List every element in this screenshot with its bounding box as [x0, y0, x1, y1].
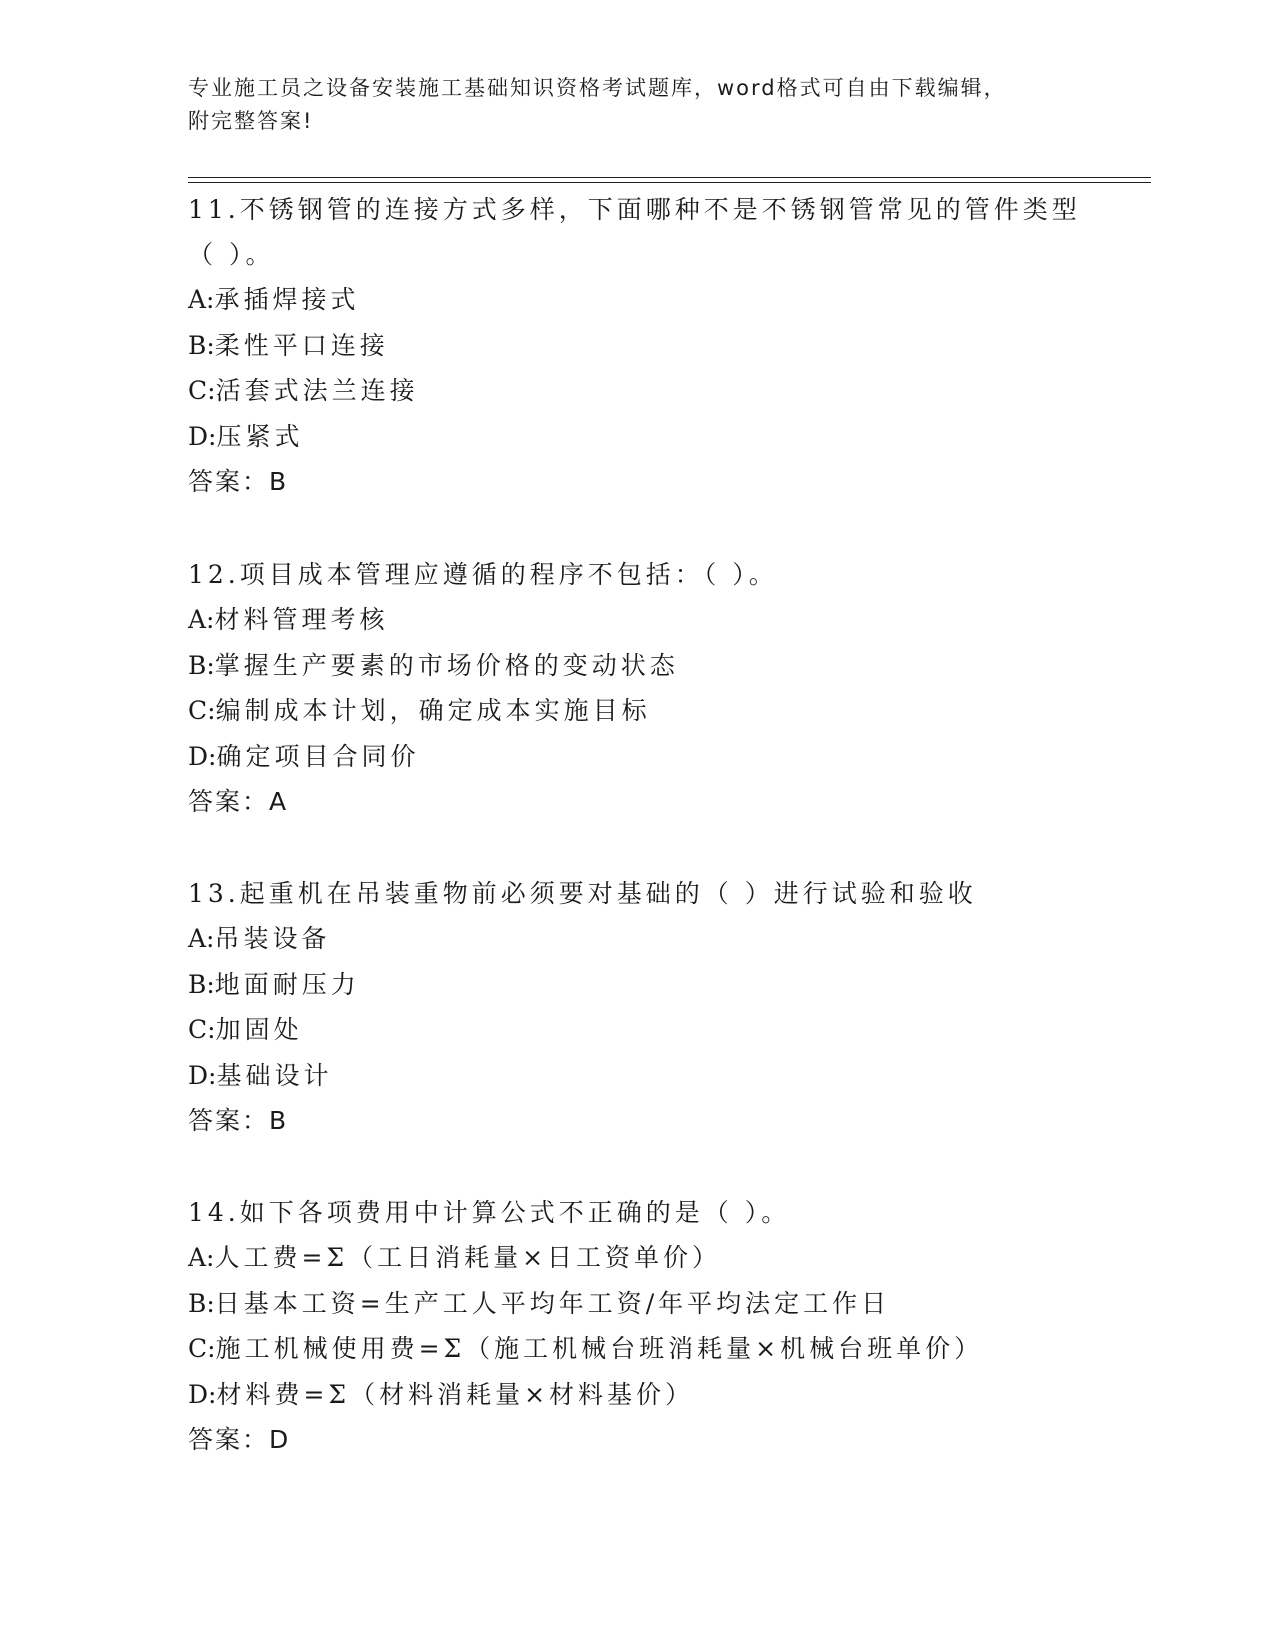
option-text: 材料管理考核 — [214, 605, 389, 634]
option-letter: C: — [188, 696, 216, 725]
option-text: 施工机械使用费=Σ（施工机械台班消耗量×机械台班单价） — [215, 1334, 984, 1363]
option-b — [188, 323, 1088, 369]
option-letter: C: — [188, 1015, 216, 1044]
option-letter: A: — [188, 1243, 215, 1272]
answer-line: 答案：A — [188, 787, 289, 816]
option-b — [188, 962, 1088, 1008]
header-rule-top — [188, 177, 1151, 178]
option-letter: D: — [188, 421, 217, 451]
question-stem: 11.不锈钢管的连接方式多样，下面哪种不是不锈钢管常见的管件类型（ ）。 — [188, 195, 1081, 269]
header-line-1: 专业施工员之设备安装施工基础知识资格考试题库，word格式可自由下载编辑， — [188, 76, 1007, 100]
option-d — [188, 734, 1088, 780]
question-stem: 14.如下各项费用中计算公式不正确的是（ ）。 — [188, 1198, 791, 1227]
option-b — [188, 643, 1088, 689]
answer-line: 答案：B — [188, 467, 289, 496]
option-text: 加固处 — [215, 1015, 303, 1044]
answer-line: 答案：D — [188, 1425, 291, 1454]
option-letter: A: — [188, 924, 215, 953]
option-text: 确定项目合同价 — [216, 741, 420, 771]
option-text: 掌握生产要素的市场价格的变动状态 — [214, 650, 679, 680]
question-stem: 13.起重机在吊装重物前必须要对基础的（ ）进行试验和验收 — [188, 879, 977, 908]
option-text: 地面耐压力 — [214, 969, 360, 999]
option-letter: B: — [188, 650, 215, 680]
option-c — [188, 688, 1088, 734]
option-d — [188, 1053, 1088, 1099]
answer-line: 答案：B — [188, 1106, 289, 1135]
option-text: 承插焊接式 — [214, 285, 360, 314]
option-letter: C: — [188, 376, 216, 405]
option-a — [188, 597, 1088, 643]
question-11 — [188, 187, 1088, 504]
option-letter: D: — [188, 1060, 217, 1090]
option-text: 柔性平口连接 — [214, 330, 389, 360]
option-letter: D: — [188, 741, 217, 771]
question-12 — [188, 552, 1088, 824]
question-14 — [188, 1190, 1088, 1462]
option-c — [188, 1007, 1088, 1053]
option-a — [188, 1235, 1088, 1281]
option-text: 人工费=Σ（工日消耗量×日工资单价） — [214, 1243, 722, 1272]
question-stem: 12.项目成本管理应遵循的程序不包括：（ ）。 — [188, 560, 778, 589]
option-text: 材料费=Σ（材料消耗量×材料基价） — [216, 1379, 695, 1409]
option-d — [188, 1372, 1088, 1418]
option-letter: B: — [188, 330, 215, 360]
option-letter: B: — [188, 969, 215, 999]
option-text: 日基本工资=生产工人平均年工资/年平均法定工作日 — [214, 1288, 891, 1318]
option-text: 编制成本计划，确定成本实施目标 — [215, 696, 651, 725]
option-c — [188, 368, 1088, 414]
option-letter: C: — [188, 1334, 216, 1363]
option-text: 活套式法兰连接 — [215, 376, 419, 405]
option-text: 基础设计 — [216, 1060, 333, 1090]
header-rule-bottom — [188, 182, 1151, 183]
option-letter: B: — [188, 1288, 215, 1318]
question-13 — [188, 871, 1088, 1143]
document-header — [188, 72, 1088, 138]
option-letter: A: — [188, 285, 215, 314]
option-text: 吊装设备 — [214, 924, 331, 953]
option-a — [188, 916, 1088, 962]
option-text: 压紧式 — [216, 421, 304, 451]
option-a — [188, 277, 1088, 323]
option-b — [188, 1281, 1088, 1327]
header-line-2: 附完整答案! — [188, 109, 314, 133]
option-letter: A: — [188, 605, 215, 634]
option-d — [188, 414, 1088, 460]
option-letter: D: — [188, 1379, 217, 1409]
option-c — [188, 1326, 1088, 1372]
